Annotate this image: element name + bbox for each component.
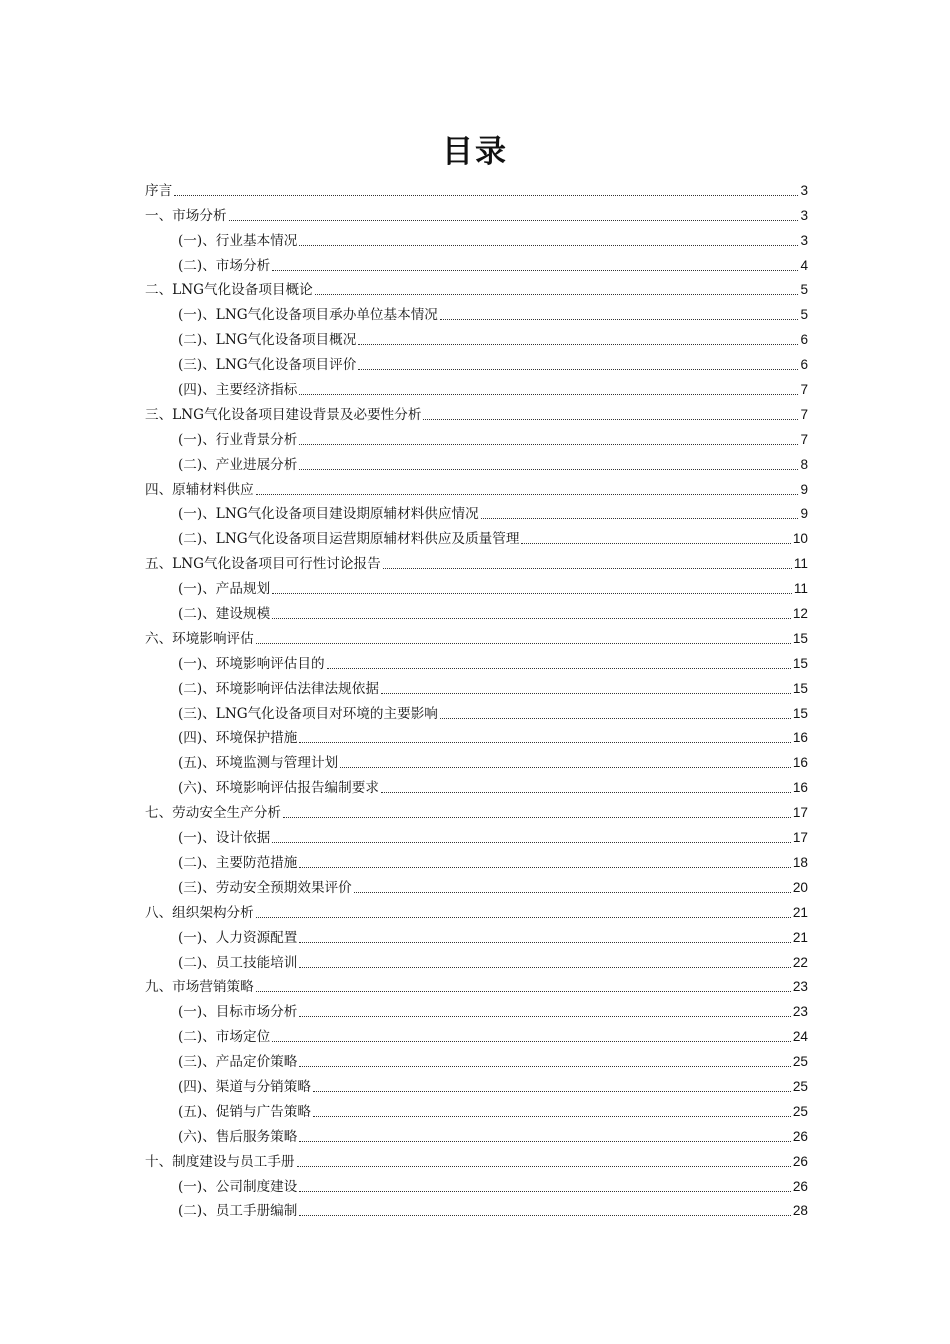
toc-entry-title: 七、劳动安全生产分析 bbox=[145, 805, 281, 822]
toc-entry-title: 十、制度建设与员工手册 bbox=[145, 1153, 295, 1170]
dot-leader bbox=[354, 892, 791, 893]
dot-leader bbox=[381, 792, 791, 793]
toc-entry-title: 序言 bbox=[145, 182, 173, 199]
dot-leader bbox=[299, 1141, 791, 1142]
toc-subsection-entry[interactable] bbox=[145, 1121, 808, 1146]
dot-leader bbox=[358, 344, 798, 345]
toc-subsection-entry[interactable] bbox=[145, 996, 808, 1021]
dot-leader bbox=[315, 294, 799, 295]
toc-subsection-entry[interactable] bbox=[145, 1046, 808, 1071]
toc-section-entry[interactable] bbox=[145, 897, 808, 922]
toc-entry-title: (六)、环境影响评估报告编制要求 bbox=[178, 780, 379, 797]
dot-leader bbox=[299, 942, 791, 943]
dot-leader bbox=[299, 1191, 791, 1192]
toc-entry-title: 五、LNG气化设备项目可行性讨论报告 bbox=[145, 556, 381, 573]
dot-leader bbox=[297, 1166, 791, 1167]
toc-page-number: 25 bbox=[792, 1078, 808, 1094]
toc-page-number: 22 bbox=[792, 954, 808, 970]
dot-leader bbox=[423, 419, 798, 420]
toc-entry-title: (二)、市场定位 bbox=[178, 1029, 271, 1046]
toc-entry-title: (二)、员工手册编制 bbox=[178, 1203, 298, 1220]
toc-entry-title: (二)、市场分析 bbox=[178, 257, 271, 274]
toc-subsection-entry[interactable] bbox=[145, 523, 808, 548]
toc-entry-title: (六)、售后服务策略 bbox=[178, 1128, 298, 1145]
toc-page-number: 16 bbox=[792, 755, 808, 771]
toc-entry-title: 八、组织架构分析 bbox=[145, 904, 254, 921]
toc-subsection-entry[interactable] bbox=[145, 349, 808, 374]
toc-subsection-entry[interactable] bbox=[145, 922, 808, 947]
dot-leader bbox=[481, 518, 799, 519]
toc-page-number: 12 bbox=[792, 606, 808, 622]
toc-subsection-entry[interactable] bbox=[145, 673, 808, 698]
page-title: 目录 bbox=[442, 134, 508, 170]
dot-leader bbox=[440, 319, 799, 320]
toc-entry-title: 六、环境影响评估 bbox=[145, 630, 254, 647]
toc-entry-title: (一)、设计依据 bbox=[178, 830, 271, 847]
toc-entry-title: (一)、产品规划 bbox=[178, 581, 271, 598]
toc-page-number: 17 bbox=[792, 830, 808, 846]
dot-leader bbox=[256, 494, 799, 495]
toc-page-number: 7 bbox=[800, 406, 808, 422]
dot-leader bbox=[256, 991, 791, 992]
toc-page-number: 9 bbox=[800, 481, 808, 497]
toc-subsection-entry[interactable] bbox=[145, 872, 808, 897]
toc-subsection-entry[interactable] bbox=[145, 299, 808, 324]
dot-leader bbox=[256, 917, 791, 918]
toc-page-number: 11 bbox=[793, 556, 808, 572]
toc-subsection-entry[interactable] bbox=[145, 573, 808, 598]
toc-page-number: 3 bbox=[800, 207, 808, 223]
toc-subsection-entry[interactable] bbox=[145, 822, 808, 847]
toc-page-number: 7 bbox=[800, 382, 808, 398]
dot-leader bbox=[299, 444, 798, 445]
toc-subsection-entry[interactable] bbox=[145, 1071, 808, 1096]
toc-section-entry[interactable] bbox=[145, 797, 808, 822]
toc-subsection-entry[interactable] bbox=[145, 747, 808, 772]
dot-leader bbox=[272, 1041, 791, 1042]
toc-entry-title: (一)、LNG气化设备项目承办单位基本情况 bbox=[178, 307, 438, 324]
toc-page-number: 15 bbox=[792, 705, 808, 721]
toc-entry-title: (四)、主要经济指标 bbox=[178, 382, 298, 399]
toc-subsection-entry[interactable] bbox=[145, 947, 808, 972]
toc-entry-title: (五)、促销与广告策略 bbox=[178, 1103, 311, 1120]
toc-section-entry[interactable] bbox=[145, 175, 808, 200]
toc-subsection-entry[interactable] bbox=[145, 499, 808, 524]
dot-leader bbox=[358, 369, 798, 370]
toc-page-number: 26 bbox=[792, 1178, 808, 1194]
toc-section-entry[interactable] bbox=[145, 399, 808, 424]
toc-subsection-entry[interactable] bbox=[145, 723, 808, 748]
dot-leader bbox=[383, 568, 792, 569]
toc-entry-title: (二)、环境影响评估法律法规依据 bbox=[178, 680, 379, 697]
toc-entry-title: (一)、环境影响评估目的 bbox=[178, 655, 325, 672]
dot-leader bbox=[272, 618, 791, 619]
toc-subsection-entry[interactable] bbox=[145, 1196, 808, 1221]
dot-leader bbox=[327, 668, 791, 669]
dot-leader bbox=[299, 867, 791, 868]
toc-entry-title: (二)、建设规模 bbox=[178, 606, 271, 623]
dot-leader bbox=[313, 1116, 791, 1117]
toc-entry-title: (四)、环境保护措施 bbox=[178, 730, 298, 747]
table-of-contents bbox=[145, 175, 808, 1220]
toc-entry-title: 三、LNG气化设备项目建设背景及必要性分析 bbox=[145, 406, 422, 423]
dot-leader bbox=[283, 817, 791, 818]
dot-leader bbox=[521, 543, 790, 544]
toc-entry-title: (二)、LNG气化设备项目概况 bbox=[178, 332, 357, 349]
dot-leader bbox=[272, 842, 791, 843]
toc-entry-title: (一)、目标市场分析 bbox=[178, 1004, 298, 1021]
toc-subsection-entry[interactable] bbox=[145, 374, 808, 399]
toc-page-number: 17 bbox=[792, 805, 808, 821]
toc-subsection-entry[interactable] bbox=[145, 598, 808, 623]
dot-leader bbox=[440, 718, 791, 719]
toc-page-number: 15 bbox=[792, 655, 808, 671]
toc-page-number: 15 bbox=[792, 680, 808, 696]
toc-subsection-entry[interactable] bbox=[145, 225, 808, 250]
toc-section-entry[interactable] bbox=[145, 972, 808, 997]
dot-leader bbox=[381, 693, 791, 694]
dot-leader bbox=[229, 220, 799, 221]
dot-leader bbox=[299, 1016, 791, 1017]
toc-page-number: 11 bbox=[793, 581, 808, 597]
toc-section-entry[interactable] bbox=[145, 474, 808, 499]
dot-leader bbox=[299, 245, 798, 246]
toc-entry-title: (一)、LNG气化设备项目建设期原辅材料供应情况 bbox=[178, 506, 479, 523]
toc-page-number: 6 bbox=[800, 357, 808, 373]
toc-subsection-entry[interactable] bbox=[145, 847, 808, 872]
toc-entry-title: (四)、渠道与分销策略 bbox=[178, 1078, 311, 1095]
toc-entry-title: (三)、LNG气化设备项目评价 bbox=[178, 357, 357, 374]
toc-entry-title: 二、LNG气化设备项目概论 bbox=[145, 282, 313, 299]
dot-leader bbox=[299, 967, 791, 968]
toc-entry-title: 一、市场分析 bbox=[145, 207, 227, 224]
toc-page-number: 26 bbox=[792, 1128, 808, 1144]
toc-entry-title: (二)、产业进展分析 bbox=[178, 456, 298, 473]
toc-page-number: 23 bbox=[792, 1004, 808, 1020]
toc-entry-title: (三)、产品定价策略 bbox=[178, 1054, 298, 1071]
toc-entry-title: (二)、LNG气化设备项目运营期原辅材料供应及质量管理 bbox=[178, 531, 520, 548]
toc-page-number: 20 bbox=[792, 879, 808, 895]
toc-page-number: 24 bbox=[792, 1029, 808, 1045]
toc-entry-title: 九、市场营销策略 bbox=[145, 979, 254, 996]
dot-leader bbox=[299, 1066, 791, 1067]
toc-page-number: 9 bbox=[800, 506, 808, 522]
toc-entry-title: (三)、劳动安全预期效果评价 bbox=[178, 879, 352, 896]
toc-page-number: 28 bbox=[792, 1203, 808, 1219]
toc-entry-title: (一)、人力资源配置 bbox=[178, 929, 298, 946]
toc-entry-title: (三)、LNG气化设备项目对环境的主要影响 bbox=[178, 705, 438, 722]
toc-subsection-entry[interactable] bbox=[145, 772, 808, 797]
toc-page-number: 26 bbox=[792, 1153, 808, 1169]
toc-page-number: 3 bbox=[800, 182, 808, 198]
toc-section-entry[interactable] bbox=[145, 1146, 808, 1171]
toc-entry-title: 四、原辅材料供应 bbox=[145, 481, 254, 498]
toc-section-entry[interactable] bbox=[145, 200, 808, 225]
toc-page-number: 15 bbox=[792, 630, 808, 646]
dot-leader bbox=[272, 270, 798, 271]
toc-page-number: 21 bbox=[792, 904, 808, 920]
toc-section-entry[interactable] bbox=[145, 623, 808, 648]
toc-section-entry[interactable] bbox=[145, 548, 808, 573]
dot-leader bbox=[340, 767, 791, 768]
toc-entry-title: (二)、主要防范措施 bbox=[178, 854, 298, 871]
toc-section-entry[interactable] bbox=[145, 275, 808, 300]
toc-entry-title: (一)、公司制度建设 bbox=[178, 1178, 298, 1195]
toc-subsection-entry[interactable] bbox=[145, 1171, 808, 1196]
dot-leader bbox=[299, 394, 798, 395]
toc-entry-title: (二)、员工技能培训 bbox=[178, 954, 298, 971]
dot-leader bbox=[299, 1215, 791, 1216]
toc-entry-title: (一)、行业背景分析 bbox=[178, 431, 298, 448]
toc-page-number: 21 bbox=[792, 929, 808, 945]
toc-page-number: 8 bbox=[800, 456, 808, 472]
toc-page-number: 16 bbox=[792, 780, 808, 796]
toc-subsection-entry[interactable] bbox=[145, 698, 808, 723]
toc-page-number: 25 bbox=[792, 1103, 808, 1119]
toc-page-number: 3 bbox=[800, 232, 808, 248]
toc-subsection-entry[interactable] bbox=[145, 449, 808, 474]
toc-page-number: 18 bbox=[792, 854, 808, 870]
toc-page-number: 23 bbox=[792, 979, 808, 995]
toc-page-number: 7 bbox=[800, 431, 808, 447]
toc-page-number: 6 bbox=[800, 332, 808, 348]
toc-subsection-entry[interactable] bbox=[145, 424, 808, 449]
toc-page-number: 10 bbox=[792, 531, 808, 547]
dot-leader bbox=[299, 469, 798, 470]
toc-subsection-entry[interactable] bbox=[145, 1021, 808, 1046]
toc-page-number: 16 bbox=[792, 730, 808, 746]
toc-page-number: 25 bbox=[792, 1054, 808, 1070]
toc-subsection-entry[interactable] bbox=[145, 1096, 808, 1121]
toc-page-number: 5 bbox=[800, 307, 808, 323]
toc-page-number: 5 bbox=[800, 282, 808, 298]
dot-leader bbox=[272, 593, 792, 594]
toc-entry-title: (一)、行业基本情况 bbox=[178, 232, 298, 249]
dot-leader bbox=[313, 1091, 791, 1092]
toc-subsection-entry[interactable] bbox=[145, 648, 808, 673]
dot-leader bbox=[299, 742, 791, 743]
toc-subsection-entry[interactable] bbox=[145, 250, 808, 275]
dot-leader bbox=[256, 643, 791, 644]
toc-entry-title: (五)、环境监测与管理计划 bbox=[178, 755, 339, 772]
toc-page-number: 4 bbox=[800, 257, 808, 273]
toc-subsection-entry[interactable] bbox=[145, 324, 808, 349]
dot-leader bbox=[174, 195, 798, 196]
